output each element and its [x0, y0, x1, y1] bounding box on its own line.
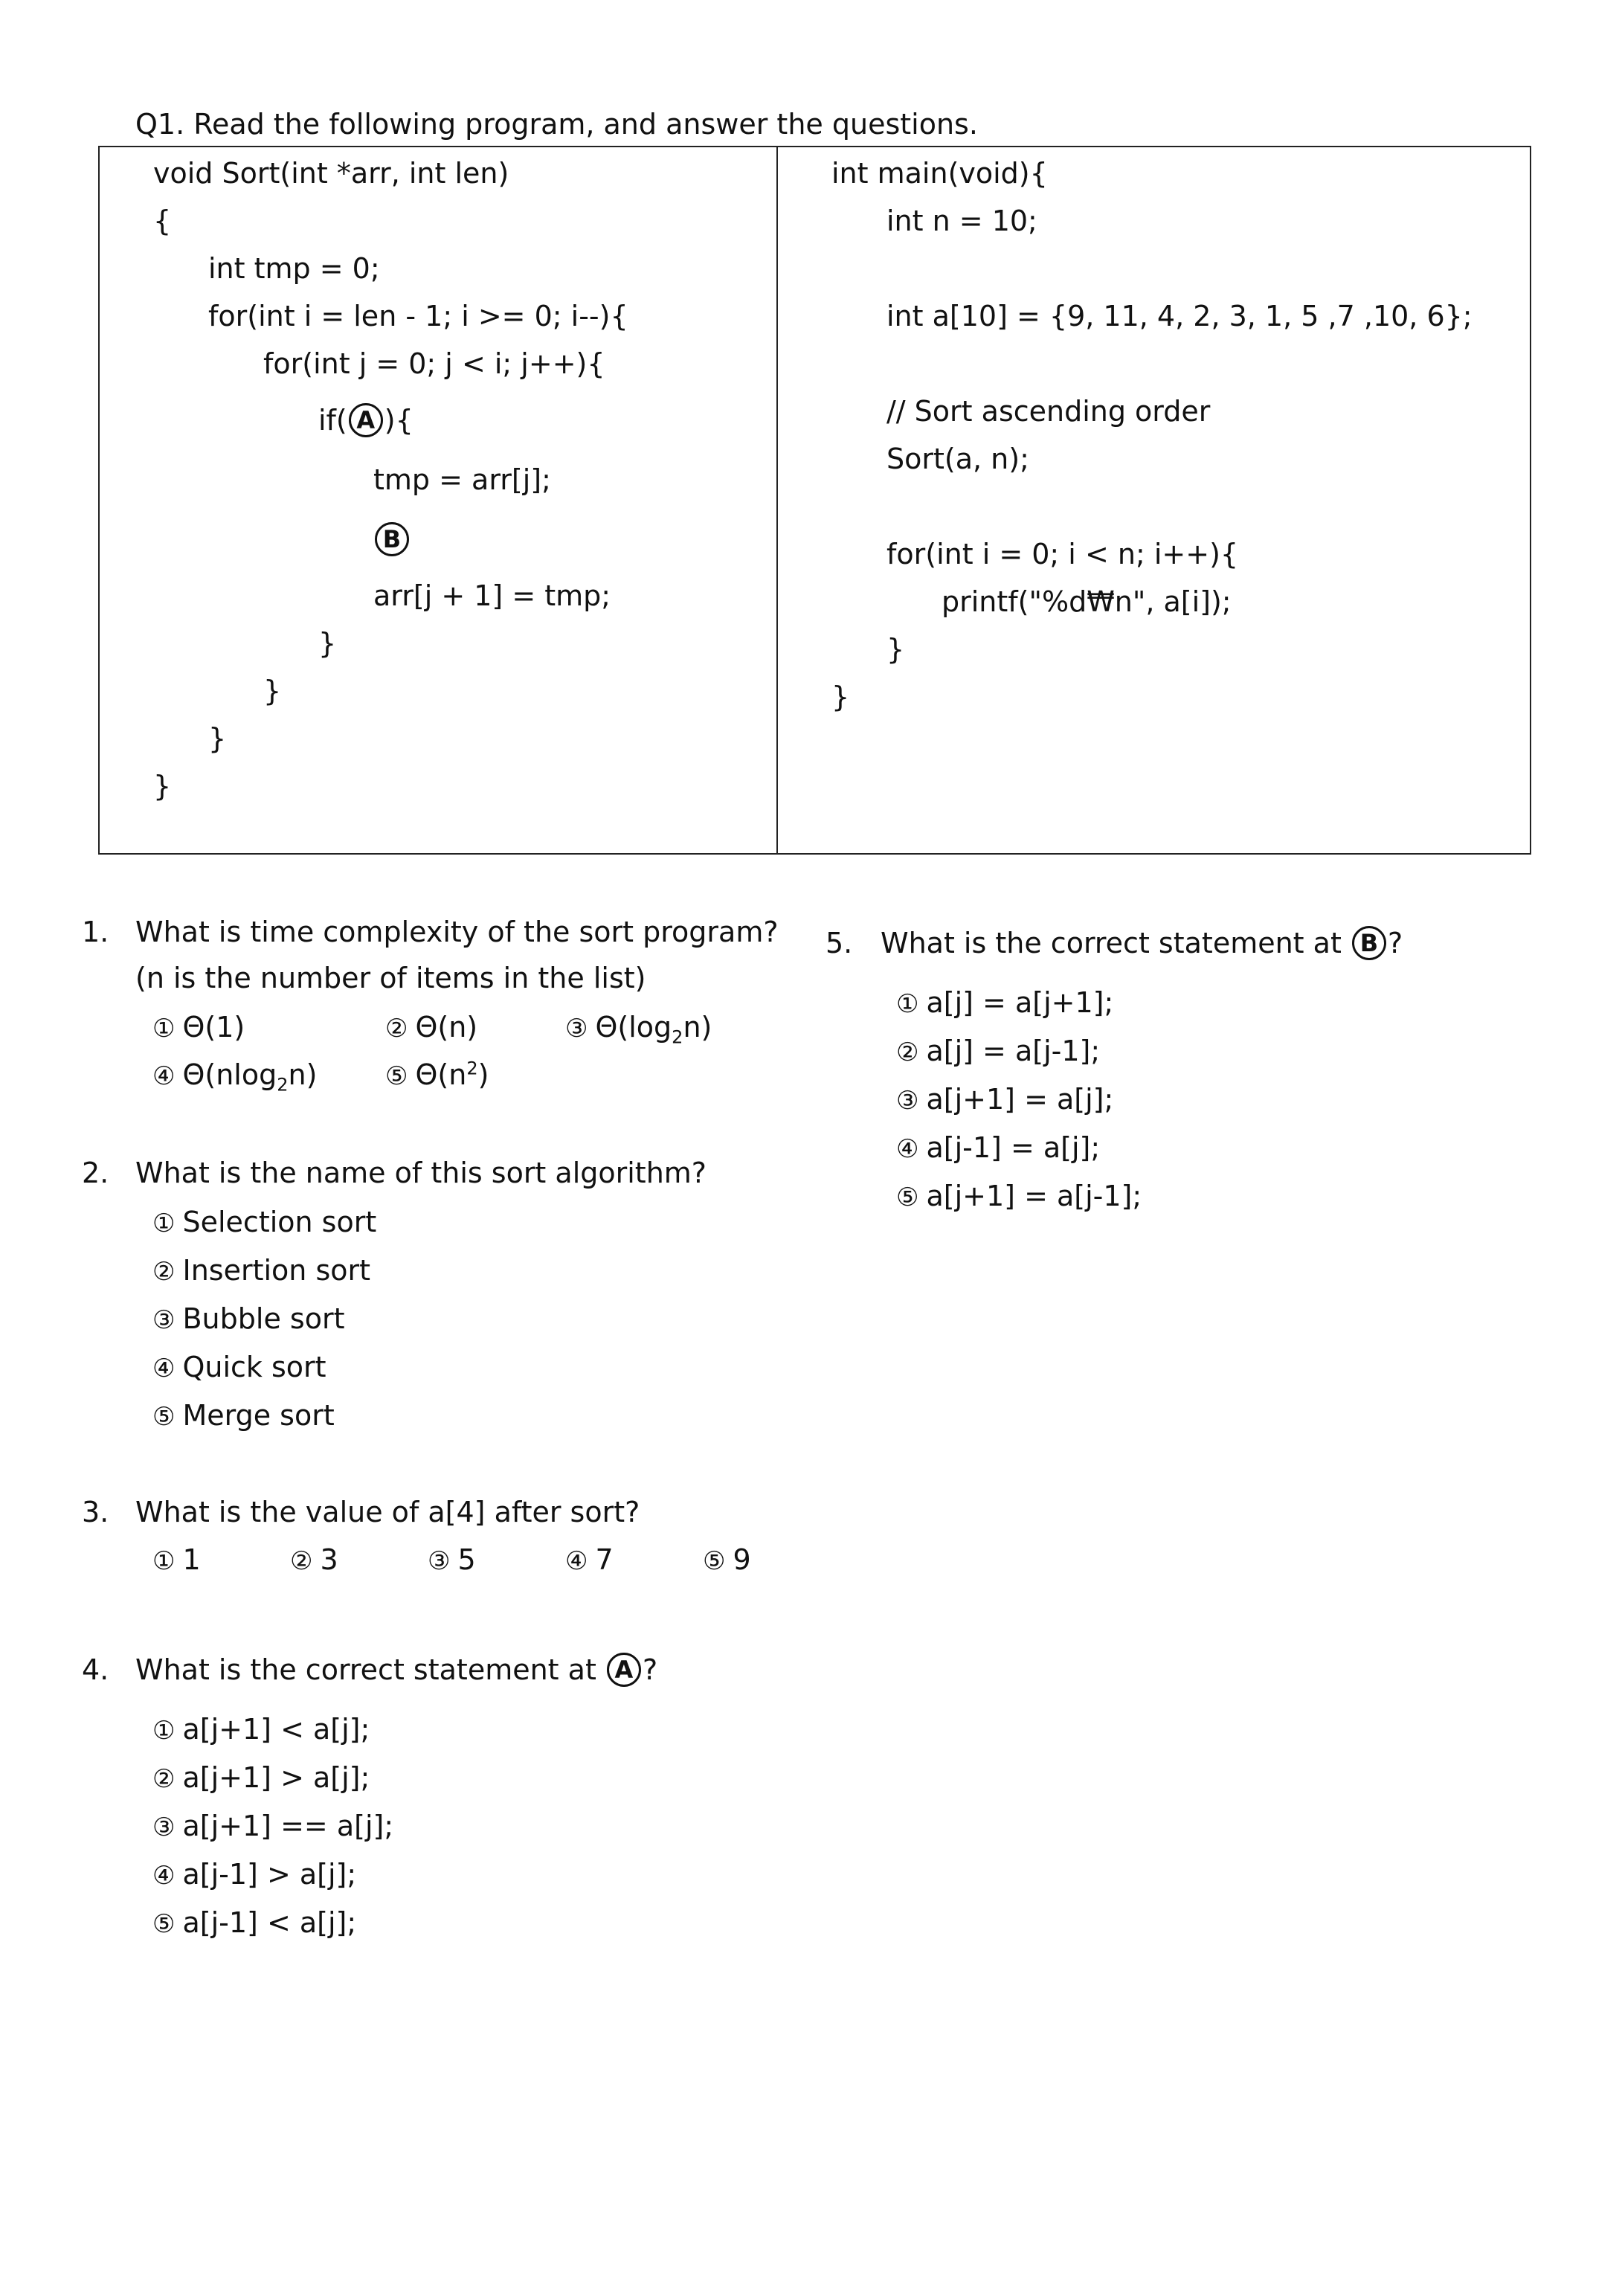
code-left-line-8 [373, 522, 411, 559]
q3-marker-5: ⑤ [703, 1546, 726, 1576]
q4-option-5 [152, 1906, 356, 1941]
q1-marker-2: ② [385, 1014, 408, 1044]
q1-marker-3: ③ [565, 1014, 588, 1044]
q3-option-2-text: 3 [320, 1543, 338, 1576]
code-right-line-6: for(int i = 0; i < n; i++){ [886, 538, 1239, 570]
code-left-line-3: int tmp = 0; [208, 252, 380, 285]
code-right-line-2: int n = 10; [886, 205, 1037, 237]
q1-option-2-text: Θ(n) [415, 1011, 478, 1044]
code-right-line-3: int a[10] = {9, 11, 4, 2, 3, 1, 5 ,7 ,10, 6}; [886, 300, 1473, 332]
q4-marker-5: ⑤ [152, 1909, 176, 1939]
q1-text: What is time complexity of the sort program? (n is the number of items in the list) [135, 916, 779, 994]
if-close: ){ [384, 404, 413, 437]
marker-b: B [375, 522, 409, 556]
code-box [98, 146, 1531, 855]
q4-option-2 [152, 1760, 370, 1796]
q3-option-1-text: 1 [182, 1543, 201, 1576]
q2-option-3 [152, 1302, 344, 1337]
q4-option-4-text: a[j-1] > a[j]; [182, 1858, 357, 1891]
q5-marker-1: ① [896, 989, 919, 1019]
q2-marker-4: ④ [152, 1354, 176, 1383]
q5-number: 5. [826, 927, 853, 959]
q4-text [135, 1653, 657, 1689]
q5-suffix: ? [1387, 927, 1403, 959]
q4-option-2-text: a[j+1] > a[j]; [182, 1761, 370, 1794]
q3-option-4-text: 7 [595, 1543, 614, 1576]
q1-marker-4: ④ [152, 1061, 176, 1091]
code-left-line-6 [318, 403, 413, 440]
q4-marker-1: ① [152, 1716, 176, 1746]
q1-option-4-sub: 2 [277, 1074, 289, 1096]
q2-option-1 [152, 1205, 376, 1241]
q1-option-4 [152, 1058, 318, 1096]
q1-option-4-text-c: n) [288, 1058, 318, 1091]
code-right-line-4: // Sort ascending order [886, 395, 1211, 428]
q4-option-1-text: a[j+1] < a[j]; [182, 1713, 370, 1746]
q2-option-2-text: Insertion sort [182, 1254, 371, 1287]
q5-option-2-text: a[j] = a[j-1]; [926, 1035, 1101, 1067]
q2-option-5-text: Merge sort [182, 1399, 335, 1432]
code-left-line-7: tmp = arr[j]; [373, 463, 551, 496]
if-open: if( [318, 404, 347, 437]
q5-text [881, 926, 1403, 962]
code-divider [776, 147, 778, 853]
question-title: Q1. Read the following program, and answer the questions. [135, 108, 978, 141]
code-right-line-1: int main(void){ [831, 157, 1048, 190]
q5-marker-3: ③ [896, 1086, 919, 1116]
q2-number: 2. [82, 1157, 109, 1189]
code-left-line-9: arr[j + 1] = tmp; [373, 579, 611, 612]
q5-marker-5: ⑤ [896, 1183, 919, 1212]
q5-marker-4: ④ [896, 1134, 919, 1164]
q3-option-2 [290, 1543, 338, 1578]
q1-option-3 [565, 1010, 712, 1046]
code-right-line-7: printf("%d₩n", a[i]); [942, 585, 1232, 618]
q2-option-4-text: Quick sort [182, 1351, 326, 1383]
q2-text: What is the name of this sort algorithm? [135, 1157, 707, 1189]
code-left-line-11: } [263, 675, 282, 707]
q5-option-5 [896, 1179, 1142, 1215]
q3-option-5-text: 9 [733, 1543, 751, 1576]
q5-marker-2: ② [896, 1038, 919, 1067]
q4-marker-3: ③ [152, 1813, 176, 1842]
q4-marker-4: ④ [152, 1861, 176, 1891]
code-left-line-12: } [208, 722, 227, 755]
q2-marker-3: ③ [152, 1305, 176, 1335]
q1-option-3-text-c: n) [683, 1011, 712, 1044]
q1-number: 1. [82, 916, 109, 948]
q1-option-5-sup: 2 [466, 1058, 478, 1079]
q3-marker-4: ④ [565, 1546, 588, 1576]
q1-marker-1: ① [152, 1014, 176, 1044]
q3-marker-2: ② [290, 1546, 313, 1576]
q2-option-3-text: Bubble sort [182, 1302, 345, 1335]
code-left-line-5: for(int j = 0; j < i; j++){ [263, 347, 605, 380]
q1-option-5-text-a: Θ(n [415, 1058, 467, 1091]
q3-option-5 [703, 1543, 751, 1578]
q1-option-2 [385, 1010, 477, 1046]
q3-option-3 [428, 1543, 476, 1578]
code-right-line-9: } [831, 681, 850, 713]
q5-option-1-text: a[j] = a[j+1]; [926, 986, 1114, 1019]
q2-option-4 [152, 1350, 326, 1386]
q4-option-3-text: a[j+1] == a[j]; [182, 1810, 394, 1842]
q1-marker-5: ⑤ [385, 1061, 408, 1091]
q1-option-1 [152, 1010, 245, 1046]
q5-option-4-text: a[j-1] = a[j]; [926, 1131, 1101, 1164]
code-left-line-1: void Sort(int *arr, int len) [153, 157, 509, 190]
q3-marker-3: ③ [428, 1546, 451, 1576]
q2-marker-5: ⑤ [152, 1402, 176, 1432]
q4-option-1 [152, 1712, 370, 1748]
q4-option-5-text: a[j-1] < a[j]; [182, 1906, 357, 1939]
q3-number: 3. [82, 1496, 109, 1528]
q5-option-2 [896, 1034, 1100, 1070]
q1-option-3-text-a: Θ(log [595, 1011, 672, 1044]
code-left-line-2: { [153, 205, 172, 237]
q5-option-4 [896, 1131, 1100, 1166]
q5-text-main: What is the correct statement at [881, 927, 1342, 959]
q5-marker-b: B [1352, 926, 1386, 960]
code-left-line-13: } [153, 770, 172, 803]
q3-option-1 [152, 1543, 201, 1578]
q4-text-main: What is the correct statement at [135, 1653, 596, 1686]
q5-option-5-text: a[j+1] = a[j-1]; [926, 1180, 1142, 1212]
q3-option-3-text: 5 [457, 1543, 476, 1576]
code-right-line-5: Sort(a, n); [886, 443, 1029, 475]
marker-a: A [349, 403, 383, 437]
q1-option-5 [385, 1058, 489, 1093]
q5-option-3-text: a[j+1] = a[j]; [926, 1083, 1114, 1116]
code-left-line-4: for(int i = len - 1; i >= 0; i--){ [208, 300, 628, 332]
q1-option-1-text: Θ(1) [182, 1011, 245, 1044]
q3-option-4 [565, 1543, 614, 1578]
q1-option-4-text-a: Θ(nlog [182, 1058, 277, 1091]
q4-suffix: ? [642, 1653, 658, 1686]
q2-marker-1: ① [152, 1209, 176, 1238]
code-right-line-8: } [886, 633, 905, 666]
q3-marker-1: ① [152, 1546, 176, 1576]
q2-option-5 [152, 1398, 335, 1434]
q1-option-3-sub: 2 [672, 1026, 683, 1048]
q2-option-2 [152, 1253, 370, 1289]
q4-number: 4. [82, 1653, 109, 1686]
code-left-line-10: } [318, 627, 337, 660]
q4-option-4 [152, 1857, 356, 1893]
q4-marker-2: ② [152, 1764, 176, 1794]
q4-marker-a: A [607, 1653, 641, 1687]
q2-marker-2: ② [152, 1257, 176, 1287]
q4-option-3 [152, 1809, 393, 1845]
q1-option-5-text-c: ) [477, 1058, 489, 1091]
q2-option-1-text: Selection sort [182, 1206, 377, 1238]
q5-option-1 [896, 985, 1113, 1021]
q5-option-3 [896, 1082, 1113, 1118]
q3-text: What is the value of a[4] after sort? [135, 1496, 640, 1528]
